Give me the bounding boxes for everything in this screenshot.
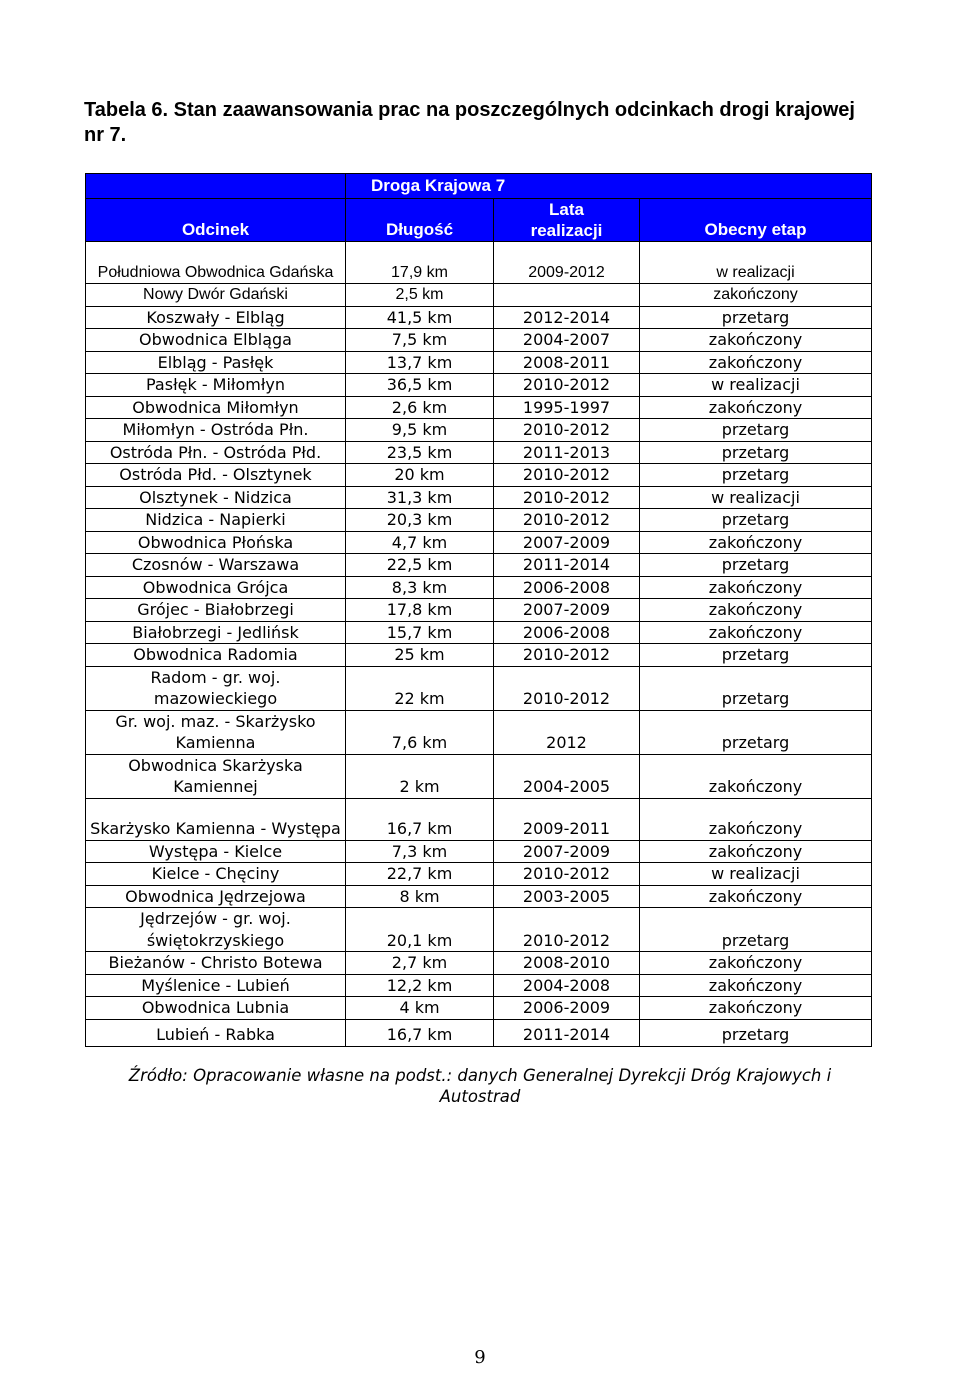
table-row: [86, 621, 872, 644]
cell-length: 7,5 km: [346, 329, 494, 352]
cell-section: Bieżanów - Christo Botewa: [86, 952, 346, 975]
cell-length: 20,3 km: [346, 509, 494, 532]
table-row: [86, 306, 872, 329]
cell-years: 2007-2009: [494, 531, 640, 554]
cell-stage: zakończony: [640, 754, 872, 798]
cell-stage: przetarg: [640, 464, 872, 487]
cell-years: 2011-2014: [494, 554, 640, 577]
table-row: [86, 464, 872, 487]
cell-years: 2010-2012: [494, 486, 640, 509]
group-header: Droga Krajowa 7: [346, 174, 872, 199]
cell-stage: w realizacji: [640, 374, 872, 397]
cell-length: 4 km: [346, 997, 494, 1020]
cell-section: Obwodnica Płońska: [86, 531, 346, 554]
cell-years: 2004-2007: [494, 329, 640, 352]
cell-length: 22 km: [346, 666, 494, 710]
table-caption: Tabela 6. Stan zaawansowania prac na poszczególnych odcinkach drogi krajowej nr 7.: [84, 99, 855, 146]
table-row: [86, 351, 872, 374]
cell-stage: przetarg: [640, 644, 872, 667]
column-header-years-text: Lata realizacji: [530, 200, 603, 240]
cell-length: 31,3 km: [346, 486, 494, 509]
cell-stage: zakończony: [640, 840, 872, 863]
cell-years: 2010-2012: [494, 509, 640, 532]
cell-years: 2007-2009: [494, 840, 640, 863]
cell-length: 2,6 km: [346, 396, 494, 419]
cell-section: Olsztynek - Nidzica: [86, 486, 346, 509]
cell-stage: zakończony: [640, 974, 872, 997]
table-row: [86, 576, 872, 599]
cell-stage: przetarg: [640, 306, 872, 329]
table-row: [86, 554, 872, 577]
cell-years: 2011-2014: [494, 1019, 640, 1046]
cell-section: Występa - Kielce: [86, 840, 346, 863]
table-row: [86, 419, 872, 442]
cell-length: 25 km: [346, 644, 494, 667]
cell-stage: przetarg: [640, 710, 872, 754]
cell-stage: przetarg: [640, 554, 872, 577]
cell-length: 7,3 km: [346, 840, 494, 863]
table-body: [86, 242, 872, 1047]
cell-years: 2006-2008: [494, 621, 640, 644]
cell-years: 2006-2009: [494, 997, 640, 1020]
cell-section: Ostróda Płd. - Olsztynek: [86, 464, 346, 487]
cell-section: Obwodnica Miłomłyn: [86, 396, 346, 419]
cell-section: Obwodnica Elbląga: [86, 329, 346, 352]
cell-length: 17,9 km: [346, 242, 494, 284]
cell-section: Obwodnica Skarżyska Kamiennej: [86, 754, 346, 798]
group-header-spacer: [86, 174, 346, 199]
cell-years: [494, 284, 640, 307]
page-number: 9: [474, 1347, 486, 1368]
cell-years: 2008-2010: [494, 952, 640, 975]
cell-stage: zakończony: [640, 531, 872, 554]
cell-section: Pasłęk - Miłomłyn: [86, 374, 346, 397]
cell-years: 2007-2009: [494, 599, 640, 622]
cell-years: 2010-2012: [494, 374, 640, 397]
cell-years: 2004-2008: [494, 974, 640, 997]
cell-section: Lubień - Rabka: [86, 1019, 346, 1046]
column-header-length: Długość: [346, 199, 494, 242]
cell-length: 22,5 km: [346, 554, 494, 577]
table-row: [86, 798, 872, 840]
cell-section: Radom - gr. woj. mazowieckiego: [86, 666, 346, 710]
cell-length: 22,7 km: [346, 863, 494, 886]
table-row: [86, 396, 872, 419]
cell-section: Nowy Dwór Gdański: [86, 284, 346, 307]
cell-stage: przetarg: [640, 419, 872, 442]
cell-years: 2012: [494, 710, 640, 754]
cell-section: Gr. woj. maz. - Skarżysko Kamienna: [86, 710, 346, 754]
table-row: [86, 242, 872, 284]
table-row: [86, 486, 872, 509]
cell-years: 2009-2011: [494, 798, 640, 840]
table-row: [86, 754, 872, 798]
cell-section: Elbląg - Pasłęk: [86, 351, 346, 374]
cell-stage: zakończony: [640, 599, 872, 622]
cell-section: Jędrzejów - gr. woj. świętokrzyskiego: [86, 908, 346, 952]
cell-years: 2010-2012: [494, 666, 640, 710]
cell-length: 23,5 km: [346, 441, 494, 464]
cell-years: 2006-2008: [494, 576, 640, 599]
cell-section: Miłomłyn - Ostróda Płn.: [86, 419, 346, 442]
table-row: [86, 509, 872, 532]
cell-length: 2,7 km: [346, 952, 494, 975]
cell-years: 2012-2014: [494, 306, 640, 329]
cell-length: 13,7 km: [346, 351, 494, 374]
source-note: Źródło: Opracowanie własne na podst.: danych Generalnej Dyrekcji Dróg Krajowych i Autostrad: [128, 1066, 832, 1106]
cell-years: 2010-2012: [494, 644, 640, 667]
cell-section: Grójec - Białobrzegi: [86, 599, 346, 622]
cell-years: 2004-2005: [494, 754, 640, 798]
cell-section: Koszwały - Elbląg: [86, 306, 346, 329]
column-header-years: [494, 199, 640, 242]
table-column-header-row: [86, 199, 872, 242]
cell-stage: zakończony: [640, 329, 872, 352]
cell-years: 2011-2013: [494, 441, 640, 464]
cell-section: Obwodnica Jędrzejowa: [86, 885, 346, 908]
column-header-section: Odcinek: [86, 199, 346, 242]
cell-length: 8 km: [346, 885, 494, 908]
cell-stage: w realizacji: [640, 242, 872, 284]
cell-stage: zakończony: [640, 351, 872, 374]
table-row: [86, 644, 872, 667]
road-progress-table: [85, 173, 872, 1047]
cell-length: 36,5 km: [346, 374, 494, 397]
cell-section: Skarżysko Kamienna - Występa: [86, 798, 346, 840]
cell-section: Obwodnica Radomia: [86, 644, 346, 667]
column-header-stage: Obecny etap: [640, 199, 872, 242]
table-row: [86, 1019, 872, 1046]
cell-stage: zakończony: [640, 997, 872, 1020]
cell-section: Obwodnica Grójca: [86, 576, 346, 599]
cell-length: 12,2 km: [346, 974, 494, 997]
cell-stage: zakończony: [640, 621, 872, 644]
cell-stage: przetarg: [640, 908, 872, 952]
cell-stage: przetarg: [640, 509, 872, 532]
cell-section: Nidzica - Napierki: [86, 509, 346, 532]
cell-stage: przetarg: [640, 1019, 872, 1046]
cell-section: Czosnów - Warszawa: [86, 554, 346, 577]
cell-years: 2008-2011: [494, 351, 640, 374]
table-row: [86, 374, 872, 397]
table-row: [86, 666, 872, 710]
cell-length: 16,7 km: [346, 1019, 494, 1046]
cell-length: 2,5 km: [346, 284, 494, 307]
table-row: [86, 952, 872, 975]
table-row: [86, 863, 872, 886]
table-row: [86, 599, 872, 622]
table-row: [86, 531, 872, 554]
cell-stage: zakończony: [640, 952, 872, 975]
table-row: [86, 441, 872, 464]
cell-years: 1995-1997: [494, 396, 640, 419]
cell-stage: zakończony: [640, 284, 872, 307]
cell-stage: przetarg: [640, 441, 872, 464]
cell-length: 9,5 km: [346, 419, 494, 442]
cell-years: 2010-2012: [494, 908, 640, 952]
cell-section: Kielce - Chęciny: [86, 863, 346, 886]
table-row: [86, 908, 872, 952]
cell-years: 2003-2005: [494, 885, 640, 908]
cell-length: 20 km: [346, 464, 494, 487]
cell-section: Myślenice - Lubień: [86, 974, 346, 997]
cell-length: 2 km: [346, 754, 494, 798]
table-group-header-row: [86, 174, 872, 199]
cell-section: Południowa Obwodnica Gdańska: [86, 242, 346, 284]
cell-length: 7,6 km: [346, 710, 494, 754]
cell-length: 15,7 km: [346, 621, 494, 644]
cell-stage: przetarg: [640, 666, 872, 710]
cell-years: 2010-2012: [494, 464, 640, 487]
cell-stage: zakończony: [640, 396, 872, 419]
cell-length: 20,1 km: [346, 908, 494, 952]
table-row: [86, 284, 872, 307]
table-row: [86, 997, 872, 1020]
table-row: [86, 840, 872, 863]
cell-stage: zakończony: [640, 798, 872, 840]
cell-section: Białobrzegi - Jedlińsk: [86, 621, 346, 644]
cell-length: 41,5 km: [346, 306, 494, 329]
cell-section: Ostróda Płn. - Ostróda Płd.: [86, 441, 346, 464]
cell-stage: w realizacji: [640, 486, 872, 509]
cell-stage: zakończony: [640, 885, 872, 908]
cell-length: 8,3 km: [346, 576, 494, 599]
cell-length: 16,7 km: [346, 798, 494, 840]
table-row: [86, 329, 872, 352]
cell-stage: w realizacji: [640, 863, 872, 886]
cell-years: 2010-2012: [494, 419, 640, 442]
cell-years: 2009-2012: [494, 242, 640, 284]
table-row: [86, 710, 872, 754]
cell-length: 4,7 km: [346, 531, 494, 554]
cell-length: 17,8 km: [346, 599, 494, 622]
cell-section: Obwodnica Lubnia: [86, 997, 346, 1020]
cell-years: 2010-2012: [494, 863, 640, 886]
table-row: [86, 885, 872, 908]
cell-stage: zakończony: [640, 576, 872, 599]
table-row: [86, 974, 872, 997]
